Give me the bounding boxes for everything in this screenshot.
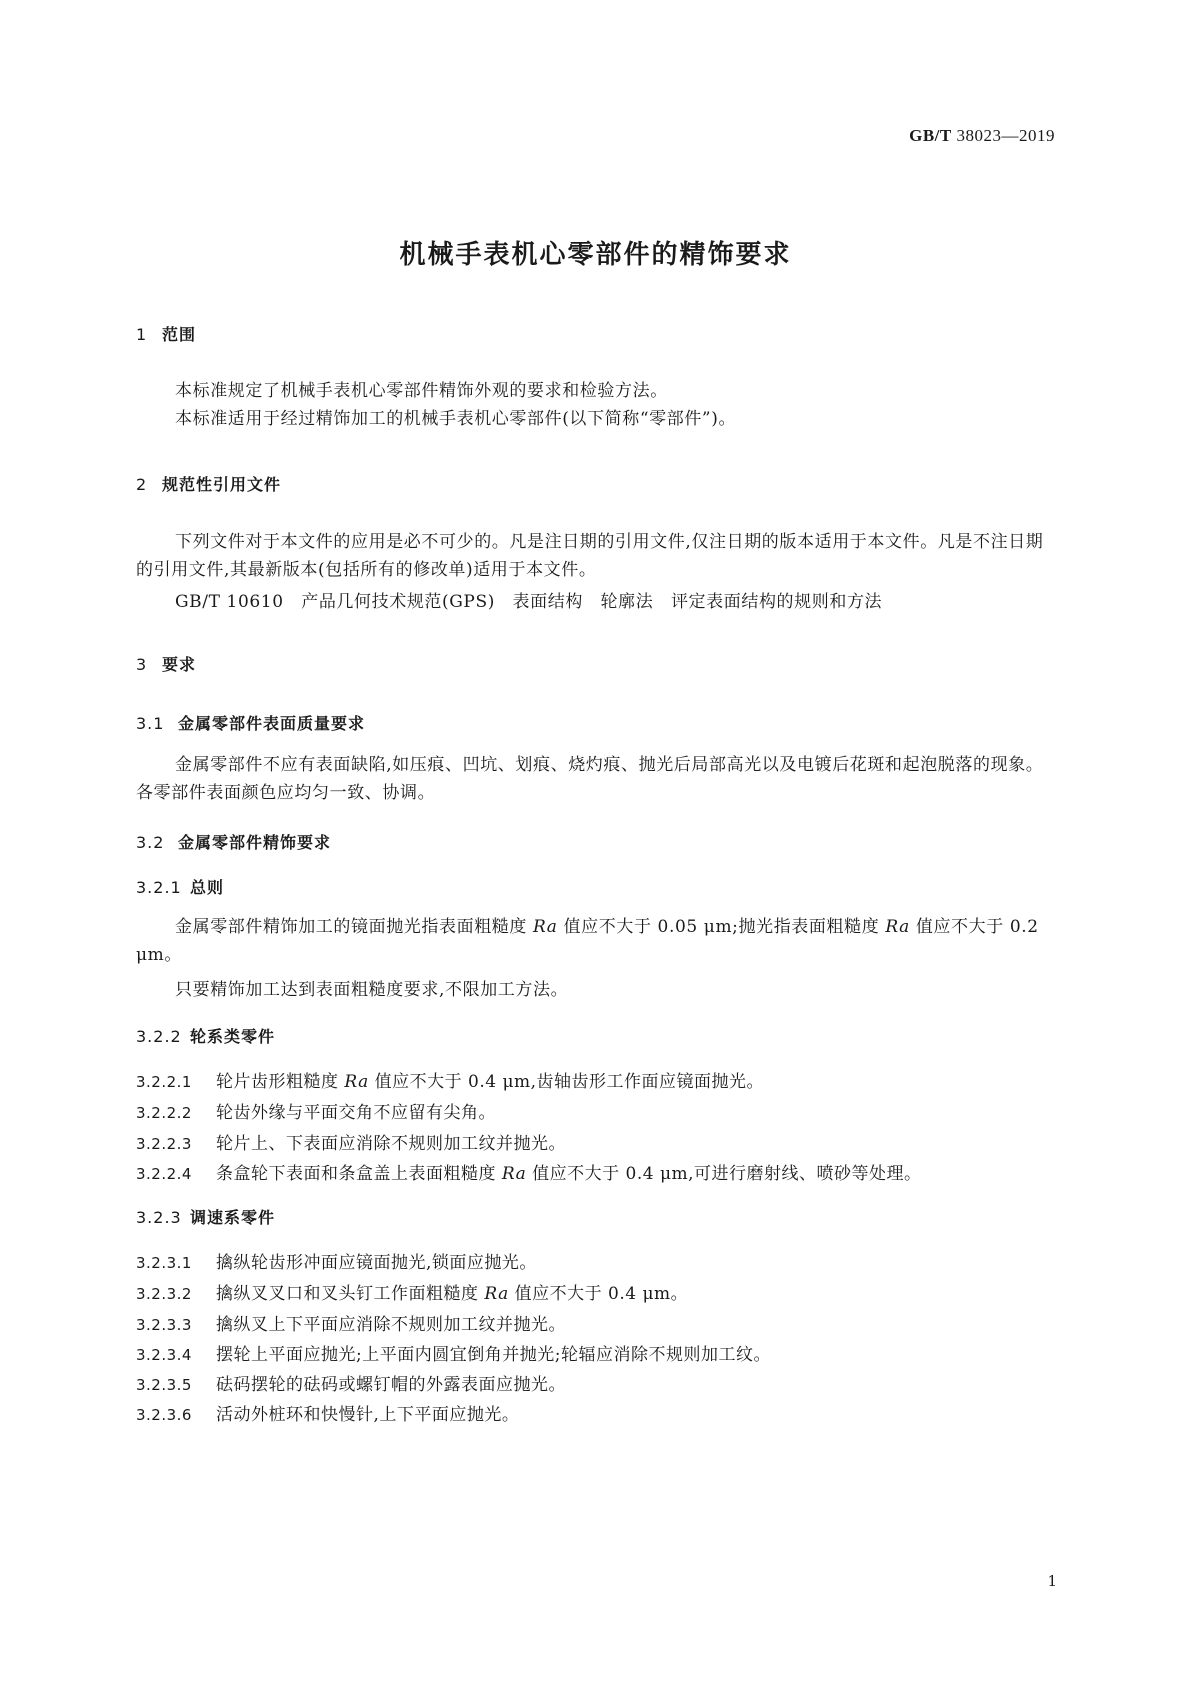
section-2-heading: 2 规范性引用文件 <box>136 475 282 494</box>
clause-3-2-3-4: 3.2.3.4 摆轮上平面应抛光;上平面内圆宜倒角并抛光;轮辐应消除不规则加工纹。 <box>136 1345 771 1365</box>
section-3-2-1-paragraph-2: 只要精饰加工达到表面粗糙度要求,不限加工方法。 <box>175 980 569 1000</box>
section-3-heading: 3 要求 <box>136 655 197 674</box>
section-3-1-heading: 3.1 金属零部件表面质量要求 <box>136 714 366 733</box>
section-3-2-3-heading: 3.2.3 调速系零件 <box>136 1208 276 1227</box>
standard-code: GB/T 38023—2019 <box>909 126 1055 145</box>
section-3-2-1-paragraph-1: 金属零部件精饰加工的镜面抛光指表面粗糙度 Ra 值应不大于 0.05 μm;抛光指表面粗糙度 Ra 值应不大于 0.2 μm。 <box>136 917 1039 965</box>
section-3-1-paragraph: 金属零部件不应有表面缺陷,如压痕、凹坑、划痕、烧灼痕、抛光后局部高光以及电镀后花斑和起泡脱落的现象。各零部件表面颜色应均匀一致、协调。 <box>136 755 1044 803</box>
clause-3-2-2-3: 3.2.2.3 轮片上、下表面应消除不规则加工纹并抛光。 <box>136 1134 566 1154</box>
clause-3-2-3-1: 3.2.3.1 擒纵轮齿形冲面应镜面抛光,锁面应抛光。 <box>136 1253 537 1273</box>
section-3-2-heading: 3.2 金属零部件精饰要求 <box>136 833 332 852</box>
section-1-paragraph-1: 本标准规定了机械手表机心零部件精饰外观的要求和检验方法。 <box>175 381 668 401</box>
clause-3-2-2-1: 3.2.2.1 轮片齿形粗糙度 Ra 值应不大于 0.4 μm,齿轴齿形工作面应镜面抛光。 <box>136 1072 765 1092</box>
page-number: 1 <box>1047 1572 1057 1590</box>
section-1-paragraph-2: 本标准适用于经过精饰加工的机械手表机心零部件(以下简称“零部件”)。 <box>175 409 737 429</box>
section-3-2-1-heading: 3.2.1 总则 <box>136 878 225 897</box>
clause-3-2-3-5: 3.2.3.5 砝码摆轮的砝码或螺钉帽的外露表面应抛光。 <box>136 1375 566 1395</box>
document-title: 机械手表机心零部件的精饰要求 <box>399 240 792 270</box>
clause-3-2-3-6: 3.2.3.6 活动外桩环和快慢针,上下平面应抛光。 <box>136 1405 520 1425</box>
section-2-paragraph: 下列文件对于本文件的应用是必不可少的。凡是注日期的引用文件,仅注日期的版本适用于本文件。凡是不注日期的引用文件,其最新版本(包括所有的修改单)适用于本文件。 <box>136 532 1044 580</box>
clause-3-2-3-2: 3.2.3.2 擒纵叉叉口和叉头钉工作面粗糙度 Ra 值应不大于 0.4 μm。 <box>136 1284 689 1304</box>
clause-3-2-3-3: 3.2.3.3 擒纵叉上下平面应消除不规则加工纹并抛光。 <box>136 1315 566 1335</box>
clause-3-2-2-2: 3.2.2.2 轮齿外缘与平面交角不应留有尖角。 <box>136 1103 496 1123</box>
section-3-2-2-heading: 3.2.2 轮系类零件 <box>136 1027 276 1046</box>
normative-reference: GB/T 10610 产品几何技术规范(GPS) 表面结构 轮廓法 评定表面结构的规则和方法 <box>175 592 883 612</box>
section-1-heading: 1 范围 <box>136 325 197 344</box>
clause-3-2-2-4: 3.2.2.4 条盒轮下表面和条盒盖上表面粗糙度 Ra 值应不大于 0.4 μm,可进行磨射线、喷砂等处理。 <box>136 1164 922 1184</box>
